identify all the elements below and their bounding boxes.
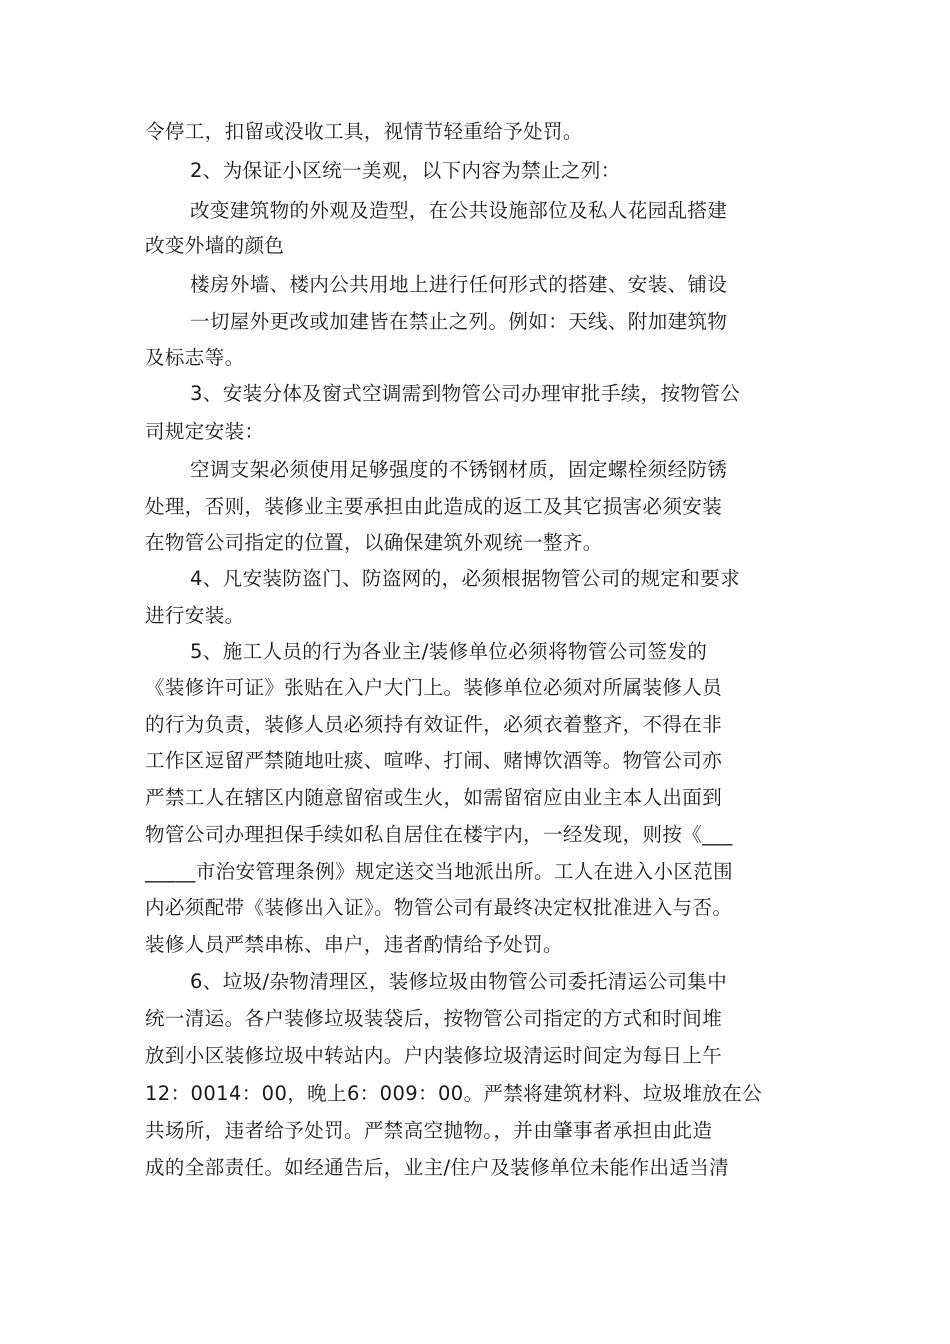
- text-line: 6、垃圾/杂物清理区，装修垃圾由物管公司委托清运公司集中: [190, 970, 728, 993]
- text-line: 严禁工人在辖区内随意留宿或生火，如需留宿应由业主本人出面到: [145, 786, 723, 809]
- text-line: 及标志等。: [145, 346, 245, 369]
- text-line: 司规定安装：: [145, 420, 265, 443]
- text-line: 工作区逗留严禁随地吐痰、喧哗、打闹、赌博饮酒等。物管公司亦: [145, 749, 723, 772]
- text-line: 在物管公司指定的位置，以确保建筑外观统一整齐。: [145, 531, 603, 554]
- text-line: 共场所，违者给予处罚。严禁高空抛物。，并由肇事者承担由此造: [145, 1119, 713, 1142]
- text-line: 放到小区装修垃圾中转站内。户内装修垃圾清运时间定为每日上午: [145, 1044, 723, 1067]
- text-line: 成的全部责任。如经通告后，业主/住户及装修单位未能作出适当清: [145, 1156, 730, 1179]
- text-line: 进行安装。: [145, 604, 245, 627]
- text-line: 内必须配带《装修出入证》。物管公司有最终决定权批准进入与否。: [145, 896, 733, 919]
- text-line: 楼房外墙、楼内公共用地上进行任何形式的搭建、安装、铺设: [190, 273, 728, 296]
- text-line: 5、施工人员的行为各业主/装修单位必须将物管公司签发的: [190, 640, 708, 663]
- text-line: 12：0014：00，晚上6：009：00。严禁将建筑材料、垃圾堆放在公: [145, 1082, 763, 1105]
- text-line: 物管公司办理担保手续如私自居住在楼宇内，一经发现，则按《___: [145, 823, 733, 846]
- text-line: 统一清运。各户装修垃圾装袋后，按物管公司指定的方式和时间堆: [145, 1007, 723, 1030]
- text-line: 2、为保证小区统一美观，以下内容为禁止之列：: [190, 159, 621, 182]
- text-line: 空调支架必须使用足够强度的不锈钢材质，固定螺栓须经防锈: [190, 458, 728, 481]
- text-line: 令停工，扣留或没收工具，视情节轻重给予处罚。: [145, 120, 583, 143]
- text-line: 3、安装分体及窗式空调需到物管公司办理审批手续，按物管公: [190, 382, 741, 405]
- text-line: 一切屋外更改或加建皆在禁止之列。例如：天线、附加建筑物: [190, 310, 728, 333]
- text-line: 装修人员严禁串栋、串户，违者酌情给予处罚。: [145, 933, 563, 956]
- text-line: 《装修许可证》张贴在入户大门上。装修单位必须对所属装修人员: [145, 676, 723, 699]
- text-line: _____市治安管理条例》规定送交当地派出所。工人在进入小区范围: [145, 860, 734, 883]
- text-line: 4、凡安装防盗门、防盗网的，必须根据物管公司的规定和要求: [190, 567, 741, 590]
- text-line: 的行为负责，装修人员必须持有效证件，必须衣着整齐，不得在非: [145, 713, 723, 736]
- text-line: 改变建筑物的外观及造型，在公共设施部位及私人花园乱搭建: [190, 199, 728, 222]
- text-line: 处理，否则，装修业主要承担由此造成的返工及其它损害必须安装: [145, 495, 723, 518]
- text-line: 改变外墙的颜色: [145, 234, 285, 257]
